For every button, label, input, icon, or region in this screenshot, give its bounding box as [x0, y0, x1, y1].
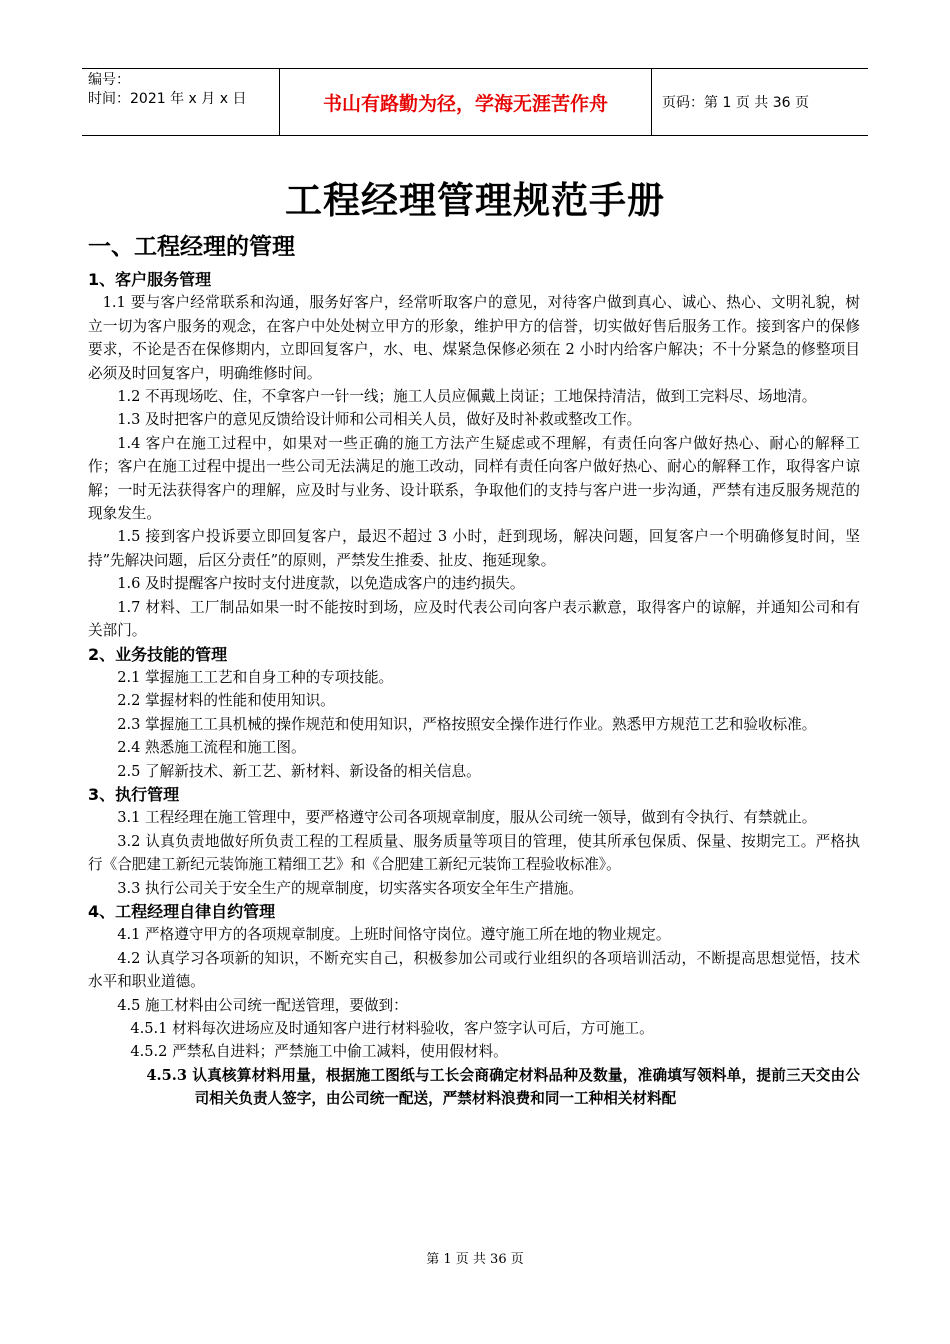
paragraph-2-3: 2.3 掌握施工工具机械的操作规范和使用知识，严格按照安全操作进行作业。熟悉甲方规范工艺和验收标准。	[117, 715, 817, 733]
paragraph-1-7: 1.7 材料、工厂制品如果一时不能按时到场，应及时代表公司向客户表示歉意，取得客户的谅解，并通知公司和有关部门。	[88, 598, 860, 640]
subheading-1: 1、客户服务管理	[88, 270, 212, 289]
paragraph-2-2: 2.2 掌握材料的性能和使用知识。	[117, 692, 335, 710]
paragraph-3-2: 3.2 认真负责地做好所负责工程的工程质量、服务质量等项目的管理，使其所承包保质、保量、按期完工。严格执行《合肥建工新纪元装饰施工精细工艺》和《合肥建工新纪元装饰工程验收标准》。	[88, 832, 860, 874]
paragraph-4-5-3: 4.5.3 认真核算材料用量，根据施工图纸与工长会商确定材料品种及数量，准确填写领料单，提前三天交由公司相关负责人签字，由公司统一配送，严禁材料浪费和同一工种相关材料配	[146, 1066, 860, 1108]
document-body	[88, 268, 860, 1111]
header-page-info	[652, 69, 868, 135]
paragraph-2-5: 2.5 了解新技术、新工艺、新材料、新设备的相关信息。	[117, 762, 481, 780]
date-label: 时间：2021 年 x 月 x 日	[88, 91, 247, 107]
header-table	[82, 68, 868, 136]
paragraph-1-6: 1.6 及时提醒客户按时支付进度款，以免造成客户的违约损失。	[117, 575, 525, 593]
header-meta	[82, 69, 280, 135]
paragraph-4-5: 4.5 施工材料由公司统一配送管理，要做到：	[117, 996, 408, 1014]
paragraph-4-5-2: 4.5.2 严禁私自进料；严禁施工中偷工减料，使用假材料。	[130, 1043, 508, 1061]
paragraph-1-3: 1.3 及时把客户的意见反馈给设计师和公司相关人员，做好及时补救或整改工作。	[117, 411, 642, 429]
page-info-text: 页码：第 1 页 共 36 页	[662, 95, 809, 111]
paragraph-2-4: 2.4 熟悉施工流程和施工图。	[117, 739, 306, 757]
document-title: 工程经理管理规范手册	[285, 179, 665, 222]
paragraph-4-1: 4.1 严格遵守甲方的各项规章制度。上班时间恪守岗位。遵守施工所在地的物业规定。	[117, 926, 671, 944]
subheading-2: 2、业务技能的管理	[88, 644, 228, 664]
header-motto	[280, 69, 652, 135]
page-footer: 第 1 页 共 36 页	[426, 1252, 524, 1267]
paragraph-2-1: 2.1 掌握施工工艺和自身工种的专项技能。	[117, 668, 394, 686]
paragraph-1-4: 1.4 客户在施工过程中，如果对一些正确的施工方法产生疑虑或不理解，有责任向客户做好热心、耐心的解释工作；客户在施工过程中提出一些公司无法满足的施工改动，同样有责任向客户做好热心、耐心的解释工作，取得客户谅解；一时无法获得客户的理解，应及时与业务、设计联系，争取他们的支持与客户进一步沟通，严禁有违反服务规范的现象发生。	[88, 434, 860, 523]
motto-text: 书山有路勤为径，学海无涯苦作舟	[322, 92, 608, 115]
paragraph-1-2: 1.2 不再现场吃、住，不拿客户一针一线；施工人员应佩戴上岗证；工地保持清洁，做到工完料尽、场地清。	[117, 388, 817, 406]
subheading-3: 3、执行管理	[88, 784, 180, 804]
paragraph-1-1: 1.1 要与客户经常联系和沟通，服务好客户，经常听取客户的意见，对待客户做到真心、诚心、热心、文明礼貌，树立一切为客户服务的观念，在客户中处处树立甲方的形象，维护甲方的信誉，切实做好售后服务工作。接到客户的保修要求，不论是否在保修期内，立即回复客户，水、电、煤紧急保修必须在 2 小时内给客户解决；不十分紧急的修整项目必须及时回复客户，明确维修时间。	[88, 294, 860, 382]
number-label: 编号：	[88, 72, 130, 88]
paragraph-3-1: 3.1 工程经理在施工管理中，要严格遵守公司各项规章制度，服从公司统一领导，做到有令执行、有禁就止。	[117, 809, 817, 827]
paragraph-1-5: 1.5 接到客户投诉要立即回复客户，最迟不超过 3 小时，赶到现场，解决问题，回复客户一个明确修复时间，坚持”先解决问题，后区分责任”的原则，严禁发生推委、扯皮、拖延现象。	[88, 528, 860, 569]
paragraph-3-3: 3.3 执行公司关于安全生产的规章制度，切实落实各项安全年生产措施。	[117, 879, 583, 897]
paragraph-4-2: 4.2 认真学习各项新的知识，不断充实自己，积极参加公司或行业组织的各项培训活动，不断提高思想觉悟，技术水平和职业道德。	[88, 949, 860, 991]
section-title: 一、工程经理的管理	[88, 234, 295, 260]
subheading-4: 4、工程经理自律自约管理	[88, 901, 276, 921]
paragraph-4-5-1: 4.5.1 材料每次进场应及时通知客户进行材料验收，客户签字认可后，方可施工。	[130, 1020, 654, 1037]
